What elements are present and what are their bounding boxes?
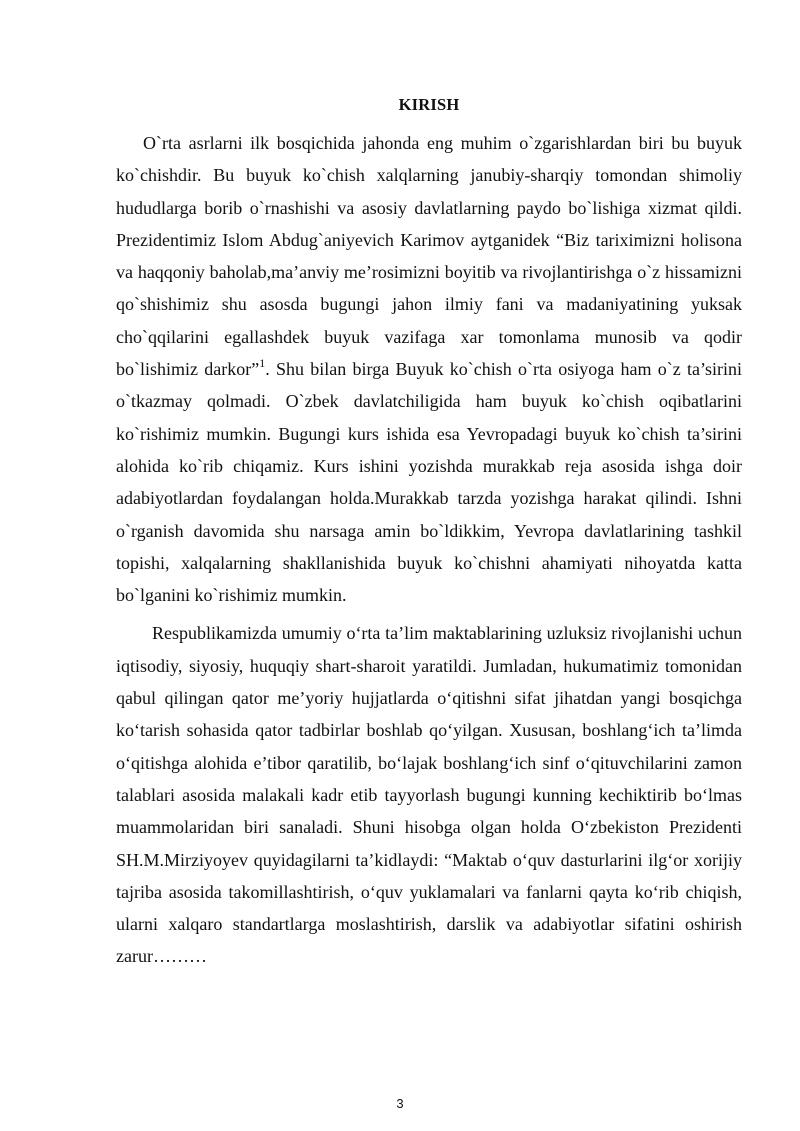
page-number: 3 [396,1096,404,1111]
paragraph-text-before-footnote: O`rta asrlarni ilk bosqichida jahonda eng muhim o`zgarishlardan biri bu buyuk ko`chishdir. Bu buyuk ko`chish xalqlarning janubiy-sharqiy tomondan shimoliy hududlarga borib o`rnashishi va asosiy davlatlarning paydo bo`lishiga xizmat qildi. Prezidentimiz Islom Abdug`aniyevich Karimov aytganidek “Biz tariximizni holisona va haqqoniy baholab,ma’anviy me’rosimizni boyitib va rivojlantirishga o`z hissamizni qo`shishimiz shu asosda bugungi jahon ilmiy fani va madaniyatining yuksak cho`qqilarini egallashdek buyuk vazifaga xar tomonlama munosib va qodir bo`lishimiz darkor” [116,133,742,380]
paragraph-text-after-footnote: . Shu bilan birga Buyuk ko`chish o`rta osiyoga ham o`z ta’sirini o`tkazmay qolmadi. O`zbek davlatchiligida ham buyuk ko`chish oqibatlarini ko`rishimiz mumkin. Bugungi kurs ishida esa Yevropadagi buyuk ko`chish ta’sirini alohida ko`rib chiqamiz. Kurs ishini yozishda murakkab reja asosida ishga doir adabiyotlardan foydalangan holda.Murakkab tarzda yozishga harakat qilindi. Ishni o`rganish davomida shu narsaga amin bo`ldikkim, Yevropa davlatlarining tashkil topishi, xalqalarning shakllanishida buyuk ko`chishni ahamiyati nihoyatda katta bo`lganini ko`rishimiz mumkin. [116,359,742,606]
intro-paragraph [116,127,742,611]
body-paragraph: Respublikamizda umumiy o‘rta ta’lim maktablarining uzluksiz rivojlanishi uchun iqtisodiy, siyosiy, huquqiy shart-sharoit yaratildi. Jumladan, hukumatimiz tomonidan qabul qilingan qator me’yoriy hujjatlarda o‘qitishni sifat jihatdan yangi bosqichga ko‘tarish sohasida qator tadbirlar boshlab qo‘yilgan. Xususan, boshlang‘ich ta’limda o‘qitishga alohida e’tibor qaratilib, bo‘lajak boshlang‘ich sinf o‘qituvchilarini zamon talablari asosida malakali kadr etib tayyorlash bugungi kunning kechiktirib bo‘lmas muammolaridan biri sanaladi. Shuni hisobga olgan holda O‘zbekiston Prezidenti SH.M.Mirziyoyev quyidagilarni ta’kidlaydi: “Maktab o‘quv dasturlarini ilg‘or xorijiy tajriba asosida takomillashtirish, o‘quv yuklamalari va fanlarni qayta ko‘rib chiqish, ularni xalqaro standartlarga moslashtirish, darslik va adabiyotlar sifatini oshirish zarur……… [116,623,742,967]
footnote-marker[interactable]: 1 [259,356,266,371]
page-content [116,93,742,973]
section-heading: KIRISH [398,95,460,114]
